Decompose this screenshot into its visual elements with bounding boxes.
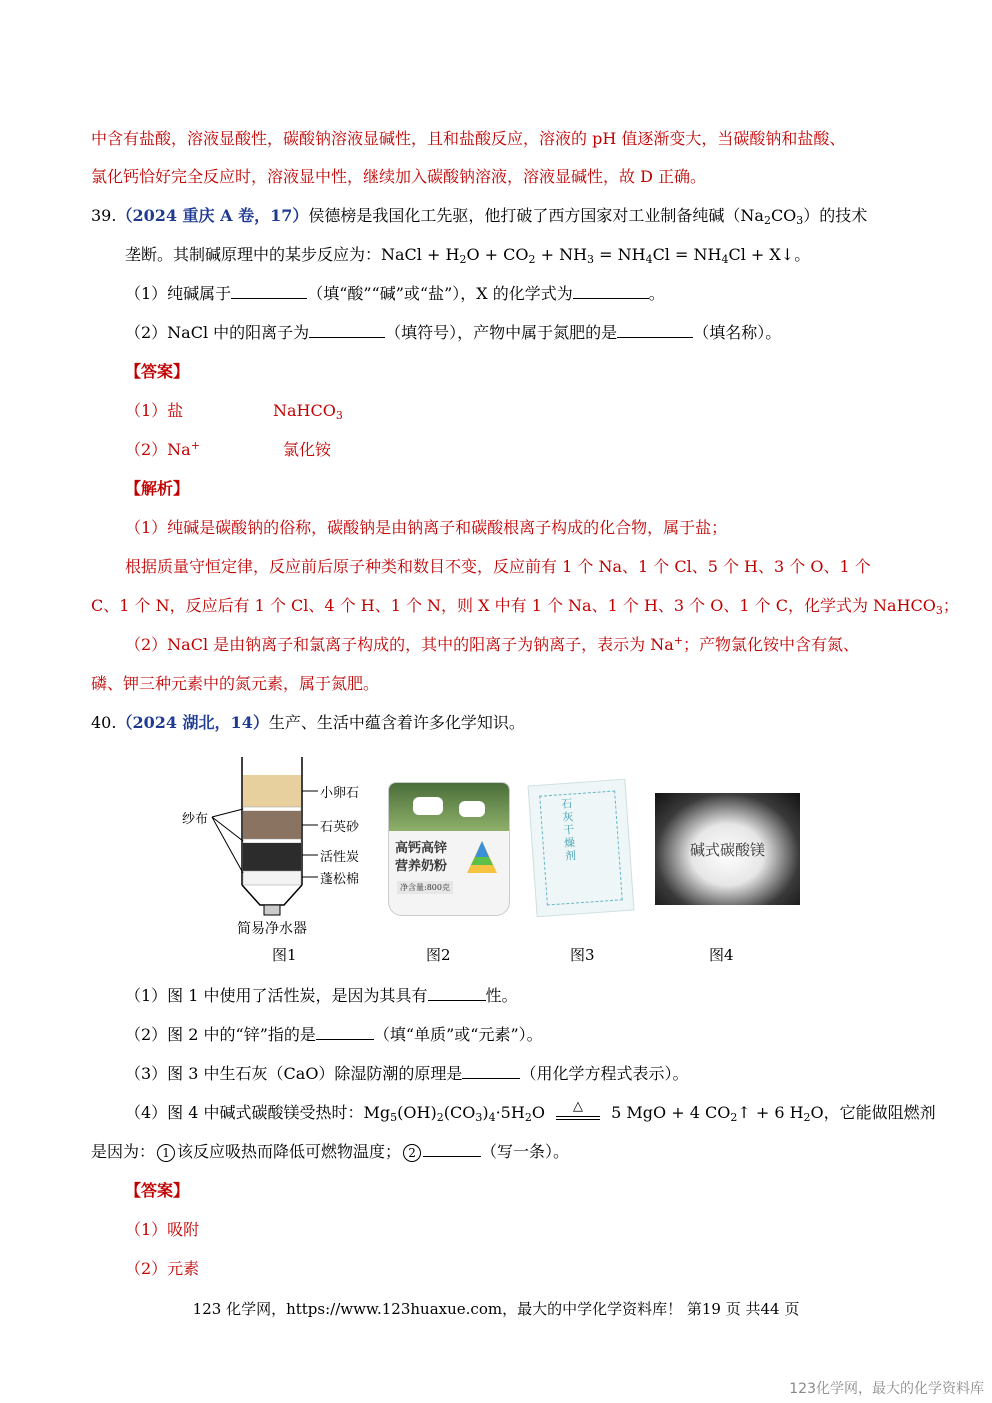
fig1-caption: 图1 — [272, 946, 297, 964]
sub: 5 — [390, 1111, 398, 1124]
sub: 4 — [645, 253, 653, 266]
fig1-layer-2: 石英砂 — [320, 820, 360, 835]
q39-analysis-line-1: （1）纯碱是碳酸钠的俗称，碳酸钠是由钠离子和碳酸根离子构成的化合物，属于盐； — [125, 518, 728, 537]
q39-answer-1-label: （1）盐 — [125, 401, 184, 420]
prev-analysis-line-1: 中含有盐酸，溶液显酸性，碳酸钠溶液显碱性，且和盐酸反应，溶液的 pH 值逐渐变大，当碳酸钠和盐酸、 — [91, 129, 846, 148]
text: ；产物氯化铵中含有氮、 — [683, 635, 860, 654]
powder-label: 碱式碳酸镁 — [689, 841, 765, 859]
q39-stem-line-2 — [125, 244, 810, 266]
sub: 3 — [587, 253, 595, 266]
q39-analysis-label: 【解析】 — [125, 479, 190, 498]
eq: ·5H — [495, 1103, 525, 1122]
q39-eq: 垄断。其制碱原理中的某步反应为：NaCl + H — [125, 245, 460, 264]
answer-blank[interactable] — [309, 323, 385, 338]
watermark: 123化学网，最大的化学资料库 — [789, 1381, 984, 1397]
q39-analysis-line-2: 根据质量守恒定律，反应前后原子种类和数目不变，反应前有 1 个 Na、1 个 Cl、5 个 H、3 个 O、1 个 — [125, 557, 871, 576]
eq: (CO — [443, 1103, 476, 1122]
q39-part-2 — [125, 322, 781, 344]
q39-analysis-line-5: 磷、钾三种元素中的氮元素，属于氮肥。 — [91, 674, 380, 693]
q40-source: （2024 湖北，14） — [116, 713, 269, 732]
prev-analysis-line-2: 氯化钙恰好完全反应时，溶液显中性，继续加入碳酸钠溶液，溶液显碱性，故 D 正确。 — [91, 167, 707, 186]
q39-p1-text: （1）纯碱属于 — [125, 284, 232, 303]
eq: 5 MgO + 4 CO — [611, 1103, 731, 1122]
cow-graphic — [413, 797, 443, 815]
sub: 3 — [335, 409, 343, 422]
cow-graphic — [459, 801, 485, 817]
fig3-caption: 图3 — [570, 946, 595, 964]
q40-answer-label: 【答案】 — [125, 1181, 190, 1200]
fig1-layer-4: 蓬松棉 — [320, 872, 360, 887]
text: （用化学方程式表示）。 — [520, 1064, 689, 1083]
fig4-caption: 图4 — [709, 946, 734, 964]
equal-bar — [556, 1116, 600, 1120]
sub: 3 — [475, 1111, 483, 1124]
q39-analysis-line-4 — [125, 634, 859, 656]
q39-source: （2024 重庆 A 卷，17） — [116, 206, 309, 225]
net-weight: 净含量:800克 — [397, 881, 453, 894]
q39-answer-1-value — [273, 400, 343, 422]
text: （填“单质”或“元素”）。 — [373, 1025, 543, 1044]
sub: 3 — [935, 604, 943, 617]
eq: （4）图 4 中碱式碳酸镁受热时：Mg — [125, 1103, 391, 1122]
pasture-graphic — [389, 783, 509, 831]
text: C、1 个 N，反应后有 1 个 Cl、4 个 H、1 个 N，则 X 中有 1 个 Na、1 个 H、3 个 O、1 个 C，化学式为 NaHCO — [91, 596, 936, 615]
fig2-caption: 图2 — [426, 946, 451, 964]
fig1-gauze: 纱布 — [182, 812, 209, 827]
q39-stem-line-1 — [91, 205, 867, 227]
q39-p2-text: （填名称）。 — [693, 323, 782, 342]
q39-part-1 — [125, 283, 665, 305]
q39-p1-text: 。 — [648, 284, 665, 303]
q39-stem-text: CO — [770, 206, 797, 225]
q40-part-4 — [125, 1099, 936, 1126]
circled-number: 2 — [403, 1144, 421, 1162]
q39-p2-text: （2）NaCl 中的阳离子为 — [125, 323, 310, 342]
heat-symbol: △ — [573, 1099, 584, 1114]
page-footer: 123 化学网，https://www.123huaxue.com，最大的中学化学资料库！ 第19 页 共44 页 — [192, 1300, 800, 1318]
q40-part-4-cont — [91, 1141, 569, 1163]
milk-text-1: 高钙高锌 — [395, 841, 448, 856]
answer-blank[interactable] — [423, 1142, 481, 1157]
text: （2）NaCl 是由钠离子和氯离子构成的，其中的阳离子为钠离子，表示为 Na — [125, 635, 674, 654]
eq: O — [531, 1103, 545, 1122]
text: ； — [942, 596, 959, 615]
packet-pattern — [539, 790, 622, 905]
sub: 4 — [488, 1111, 496, 1124]
eq: ) — [482, 1103, 489, 1122]
figure-4-powder — [655, 793, 800, 905]
q39-answer-label: 【答案】 — [125, 362, 190, 381]
fig1-layer-1: 小卵石 — [320, 786, 360, 801]
sub: 2 — [459, 253, 467, 266]
fig1-title: 简易净水器 — [237, 921, 307, 937]
q40-stem-text: 生产、生活中蕴含着许多化学知识。 — [268, 713, 525, 732]
q39-number: 39. — [91, 206, 117, 225]
q39-stem-text: 侯德榜是我国化工先驱，他打破了西方国家对工业制备纯碱（Na — [308, 206, 764, 225]
sup: + — [190, 439, 200, 452]
pyramid-icon — [465, 839, 499, 875]
answer-blank[interactable] — [428, 986, 486, 1001]
q39-eq: = NH — [594, 245, 646, 264]
q39-answer-2-value: 氯化铵 — [283, 440, 332, 459]
q40-answer-2: （2）元素 — [125, 1259, 200, 1278]
q39-p2-text: （填符号），产物中属于氮肥的是 — [385, 323, 618, 342]
q40-answer-1: （1）吸附 — [125, 1220, 200, 1239]
q39-eq: O + CO — [466, 245, 529, 264]
answer-blank[interactable] — [316, 1025, 374, 1040]
sub: 2 — [528, 253, 536, 266]
text: 性。 — [485, 986, 518, 1005]
eq: (OH) — [397, 1103, 437, 1122]
sub: 2 — [803, 1111, 811, 1124]
sub: 2 — [524, 1111, 532, 1124]
sub: 3 — [796, 214, 804, 227]
answer-blank[interactable] — [617, 323, 693, 338]
sub: 2 — [436, 1111, 444, 1124]
q40-stem — [91, 712, 525, 734]
text: 该反应吸热而降低可燃物温度； — [177, 1142, 402, 1161]
sup: + — [673, 634, 684, 647]
answer-blank[interactable] — [462, 1064, 520, 1079]
text: （3）图 3 中生石灰（CaO）除湿防潮的原理是 — [125, 1064, 463, 1083]
q40-part-3 — [125, 1063, 688, 1085]
q39-analysis-line-3 — [91, 595, 959, 617]
text: 是因为： — [91, 1142, 156, 1161]
q39-answer-2-label — [125, 439, 200, 461]
fig1-layer-3: 活性炭 — [320, 850, 360, 865]
figure-2-milk-powder — [388, 782, 510, 916]
text: （1）图 1 中使用了活性炭，是因为其具有 — [125, 986, 428, 1005]
q39-stem-text: ）的技术 — [803, 206, 868, 225]
q39-eq: + NH — [535, 245, 588, 264]
sub: 2 — [763, 214, 771, 227]
reaction-arrow — [550, 1099, 606, 1126]
text: （写一条）。 — [481, 1142, 570, 1161]
formula: NaHCO — [273, 401, 336, 420]
ion: （2）Na — [125, 440, 191, 459]
q39-eq: Cl + X↓。 — [728, 245, 811, 264]
figure-3-desiccant — [528, 779, 635, 918]
eq: O，它能做阻燃剂 — [810, 1103, 936, 1122]
answer-blank[interactable] — [231, 284, 307, 299]
text: （2）图 2 中的“锌”指的是 — [125, 1025, 316, 1044]
q39-p1-text: （填“酸”“碱”或“盐”），X 的化学式为 — [307, 284, 573, 303]
q40-part-1 — [125, 985, 518, 1007]
q40-number: 40. — [91, 713, 117, 732]
eq: ↑ + 6 H — [737, 1103, 804, 1122]
milk-text-2: 营养奶粉 — [395, 859, 448, 874]
circled-number: 1 — [157, 1144, 175, 1162]
q39-eq: Cl = NH — [652, 245, 722, 264]
desiccant-text: 石灰干燥剂 — [559, 797, 577, 864]
answer-blank[interactable] — [573, 284, 649, 299]
sub: 2 — [730, 1111, 738, 1124]
sub: 4 — [721, 253, 729, 266]
q40-part-2 — [125, 1024, 543, 1046]
